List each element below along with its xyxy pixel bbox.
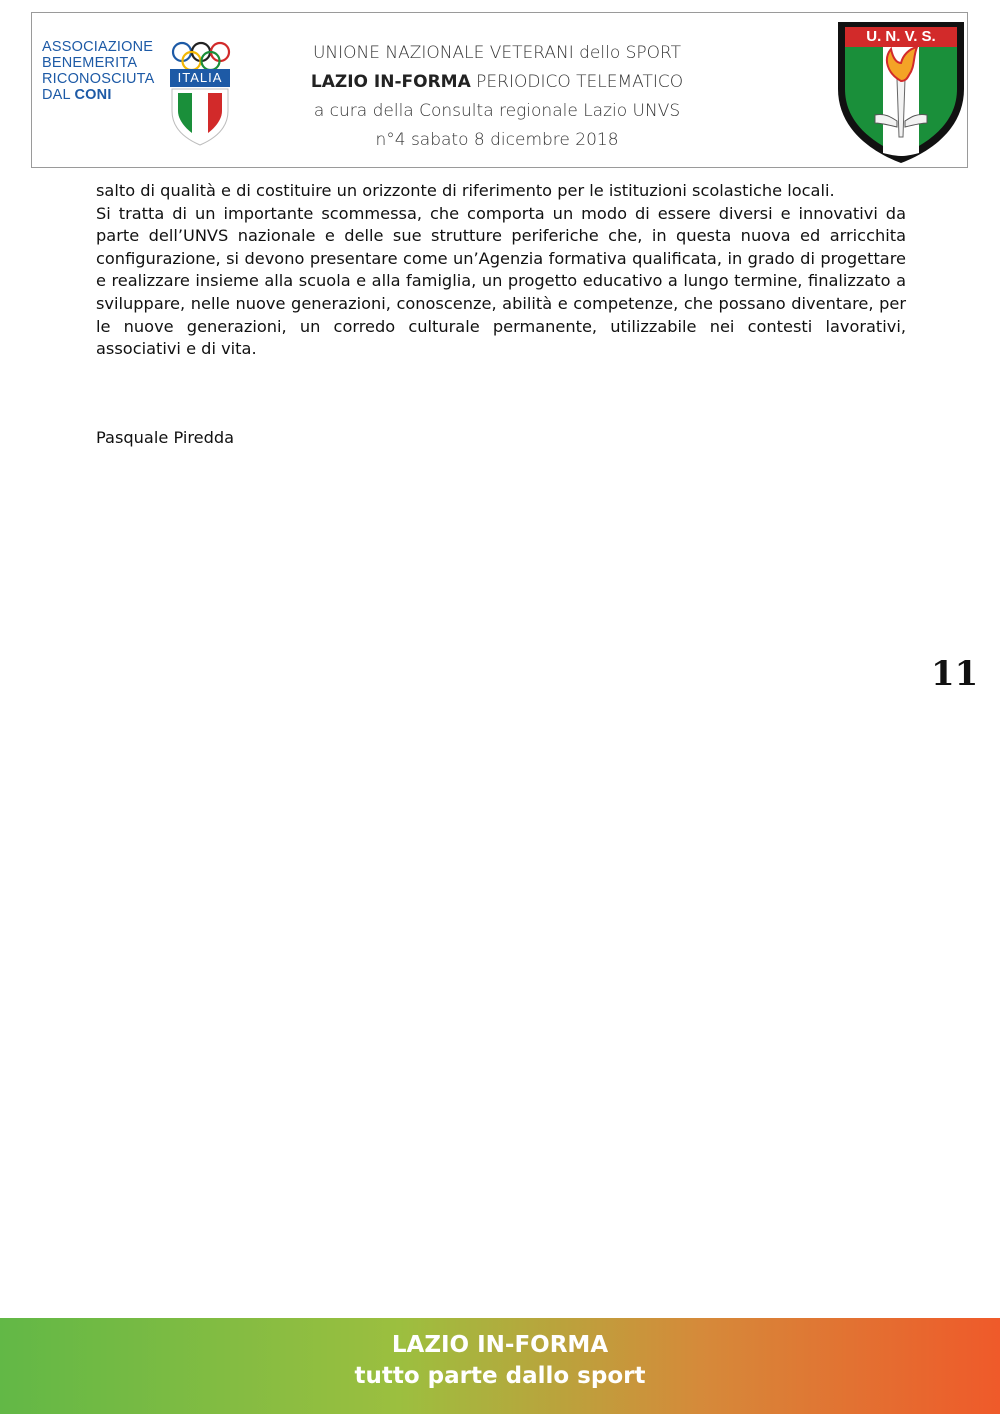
header-center [262, 39, 732, 155]
coni-line-1: ASSOCIAZIONE [42, 39, 154, 55]
italia-label: ITALIA [177, 70, 223, 85]
paragraph-2: Si tratta di un importante scommessa, che comporta un modo di essere diversi e innovativi da parte dell’UNVS nazionale e delle sue strutture periferiche che, in questa nuova ed arricchita configurazione, si devono presentare come un’Agenzia formativa qualificata, in grado di progettare e realizzare insieme alla scuola e alla famiglia, un progetto educativo a lungo termine, finalizzato a sviluppare, nelle nuove generazioni, conoscenze, abilità e competenze, che possano diventare, per le nuove generazioni, un corredo culturale permanente, utilizzabile nei contesti lavorativi, associativi e di vita. [96, 203, 906, 359]
paragraph-1: salto di qualità e di costituire un orizzonte di riferimento per le istituzioni scolastiche locali. [96, 181, 835, 200]
footer-title: LAZIO IN-FORMA [391, 1332, 609, 1358]
footer-subtitle: tutto parte dallo sport [354, 1363, 646, 1389]
coni-bold: CONI [74, 87, 112, 103]
header-line-2-rest: PERIODICO TELEMATICO [470, 72, 684, 92]
coni-text [42, 39, 172, 103]
header-box [31, 12, 968, 168]
header-line-1: UNIONE NAZIONALE VETERANI dello SPORT [312, 43, 682, 63]
coni-dal: DAL [42, 87, 71, 103]
article-body [96, 180, 906, 361]
unvs-logo [835, 19, 967, 165]
coni-line-3: RICONOSCIUTA [42, 71, 155, 87]
header-line-3: a cura della Consulta regionale Lazio UNVS [313, 101, 681, 121]
coni-line-2: BENEMERITA [42, 55, 138, 71]
signature: Pasquale Piredda [96, 428, 235, 447]
header-line-2 [262, 68, 732, 97]
header-line-4: n°4 sabato 8 dicembre 2018 [375, 130, 619, 150]
unvs-label: U. N. V. S. [866, 28, 936, 45]
footer-band [0, 1318, 1000, 1414]
coni-line-4 [42, 87, 172, 103]
coni-logo [42, 39, 232, 149]
page-number: 11 [931, 654, 979, 694]
header-line-2-bold: LAZIO IN-FORMA [310, 72, 471, 92]
